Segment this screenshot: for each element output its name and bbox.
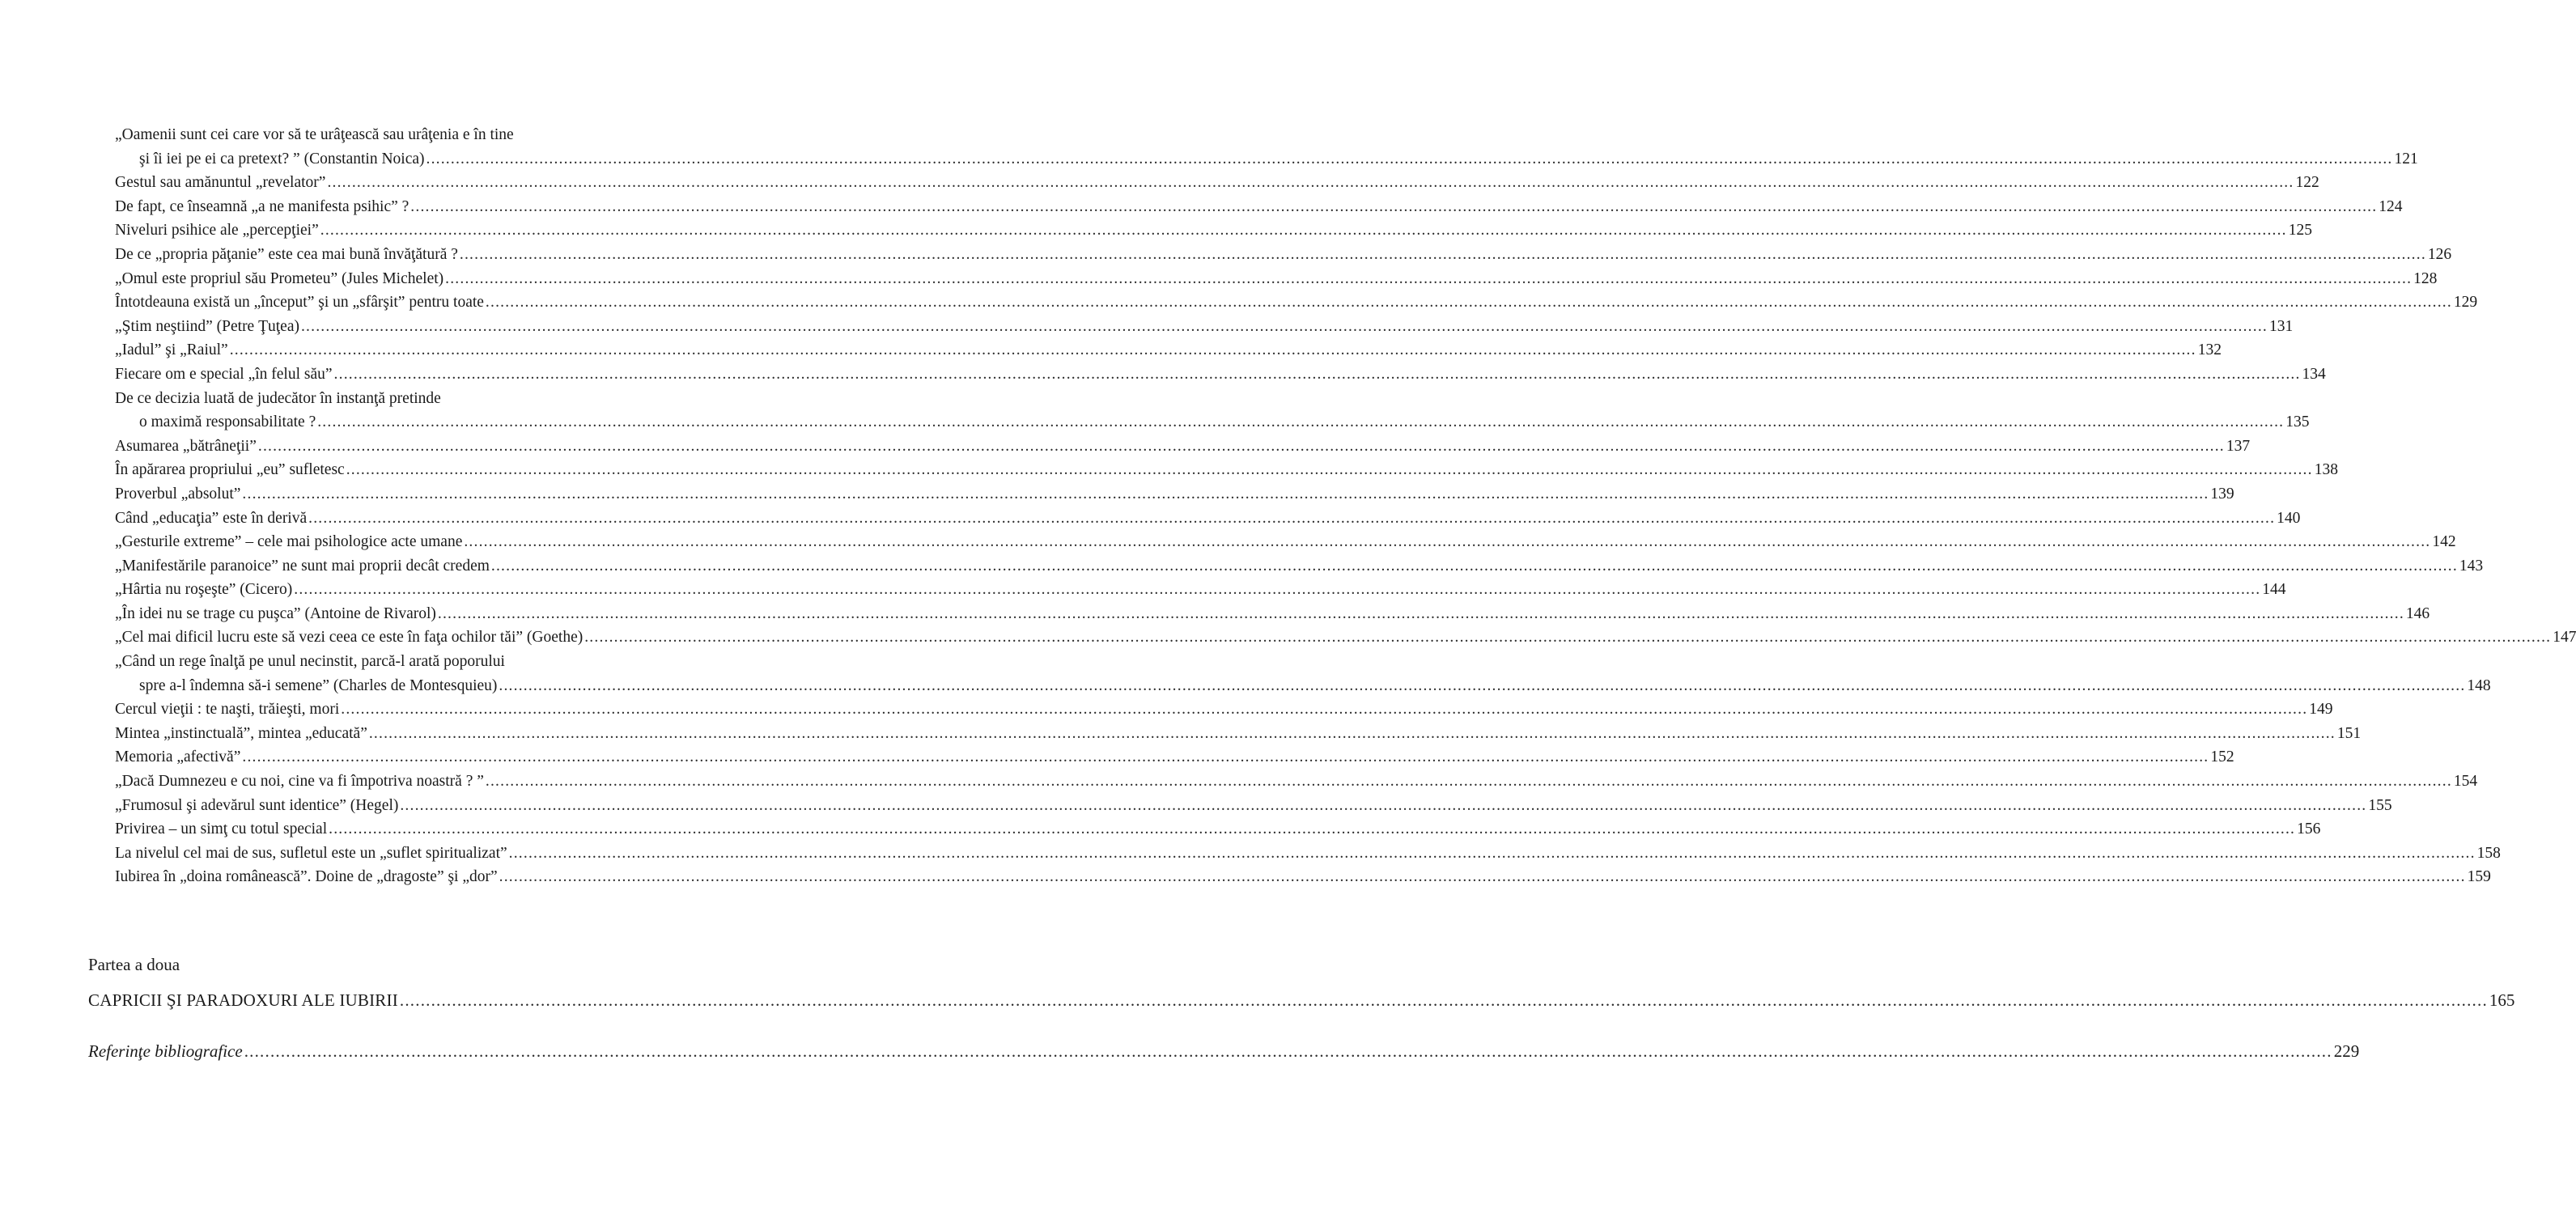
dot-leader: ................................................................................................................................................................................................................................................................................................................................................................................................................ [464,533,2431,551]
toc-entry-title: „Iadul” şi „Raiul” [115,341,228,359]
dot-leader: ................................................................................................................................................................................................................................................................................................................................................................................................................ [437,604,2404,622]
dot-leader: ................................................................................................................................................................................................................................................................................................................................................................................................................ [584,629,2552,647]
toc-entry-page: 147 [2553,629,2576,647]
toc-entry[interactable] [115,243,2452,267]
references-title: Referinţe bibliografice [88,1041,243,1061]
toc-entry-title: La nivelul cel mai de sus, sufletul este un „suflet spiritualizat” [115,844,507,862]
toc-entry[interactable] [115,435,2251,459]
toc-entry-title: Proverbul „absolut” [115,485,241,502]
dot-leader: ................................................................................................................................................................................................................................................................................................................................................................................................................ [294,581,2261,599]
dot-leader: ................................................................................................................................................................................................................................................................................................................................................................................................................ [485,773,2452,791]
toc-entry[interactable] [115,842,2501,866]
toc-entry-page: 148 [2467,676,2491,694]
toc-entry-title: spre a-l îndemna să-i semene” (Charles de Montesquieu) [139,676,498,694]
toc-entry-page: 155 [2368,796,2392,814]
toc-entry-title: „Hârtia nu roşeşte” (Cicero) [115,581,293,599]
toc-entry-page: 143 [2459,557,2484,575]
toc-entry[interactable] [115,770,2478,794]
toc-entry-page: 139 [2210,485,2234,502]
toc-entry-title: „Ştim neştiind” (Petre Ţuţea) [115,317,299,335]
dot-leader: ................................................................................................................................................................................................................................................................................................................................................................................................................ [242,748,2209,766]
dot-leader: ................................................................................................................................................................................................................................................................................................................................................................................................................ [426,150,2393,167]
toc-entry-page: 142 [2432,533,2456,551]
dot-leader: ................................................................................................................................................................................................................................................................................................................................................................................................................ [485,294,2452,312]
toc-entry[interactable] [115,507,2301,531]
dot-leader: ................................................................................................................................................................................................................................................................................................................................................................................................................ [490,557,2458,575]
toc-entry-page: 151 [2336,724,2362,742]
toc-entry-title: „Gesturile extreme” – cele mai psihologice acte umane [115,533,463,551]
part-two-page: 165 [2489,990,2515,1010]
toc-entry-page: 134 [2302,365,2326,383]
toc-entry-title: şi îi iei pe ei ca pretext? ” (Constantin Noica) [139,150,425,167]
dot-leader: ................................................................................................................................................................................................................................................................................................................................................................................................................ [445,269,2413,287]
toc-entry-title: În apărarea propriului „eu” sufletesc [115,461,345,479]
toc-entry[interactable] [115,267,2438,291]
toc-entry[interactable] [115,794,2392,818]
toc-entry[interactable] [115,578,2286,602]
toc-entry[interactable] [115,338,2222,363]
dot-leader: ................................................................................................................................................................................................................................................................................................................................................................................................................ [327,174,2294,192]
toc-entry-title: „Manifestările paranoice” ne sunt mai proprii decât credem [115,557,490,575]
toc-entry-title: Fiecare om e special „în felul său” [115,365,333,383]
part-two-title: CAPRICII ŞI PARADOXURI ALE IUBIRII [88,990,398,1010]
toc-entry[interactable] [115,650,2491,698]
toc-entry-title: „Frumosul şi adevărul sunt identice” (Hegel) [115,796,399,814]
toc-entry-page: 152 [2210,748,2234,766]
toc-entry[interactable] [115,195,2403,219]
toc-entry[interactable] [115,290,2478,315]
toc-entry-page: 131 [2268,317,2294,335]
dot-leader: ................................................................................................................................................................................................................................................................................................................................................................................................................ [459,245,2426,263]
toc-entry-page: 149 [2309,701,2333,719]
toc-entry-title: Asumarea „bătrâneţii” [115,437,257,455]
toc-entry-title: Gestul sau amănuntul „revelator” [115,174,326,192]
toc-entry[interactable] [115,458,2338,482]
toc-entry[interactable] [115,817,2321,842]
dot-leader: ................................................................................................................................................................................................................................................................................................................................................................................................................ [308,509,2276,527]
toc-entry-page: 140 [2277,509,2301,527]
dot-leader: ................................................................................................................................................................................................................................................................................................................................................................................................................ [329,821,2296,838]
toc-entry[interactable] [115,865,2491,889]
dot-leader: ................................................................................................................................................................................................................................................................................................................................................................................................................ [229,341,2196,359]
toc-entry-page: 121 [2394,150,2418,167]
toc-entry-title: Iubirea în „doina românească”. Doine de „dragoste” şi „dor” [115,868,498,886]
dot-leader: ................................................................................................................................................................................................................................................................................................................................................................................................................ [400,796,2367,814]
toc-entry[interactable] [115,722,2362,746]
toc-entry-page: 154 [2453,773,2478,791]
dot-leader: ................................................................................................................................................................................................................................................................................................................................................................................................................ [508,844,2476,862]
toc-entry-title: Cercul vieţii : te naşti, trăieşti, mori [115,701,340,719]
toc-entry[interactable] [115,530,2456,554]
dot-leader: ................................................................................................................................................................................................................................................................................................................................................................................................................ [320,222,2287,240]
toc-entry[interactable] [115,171,2319,195]
toc-entry-page: 125 [2288,222,2312,240]
toc-entry[interactable] [115,698,2333,722]
dot-leader: ................................................................................................................................................................................................................................................................................................................................................................................................................ [341,701,2308,719]
references-page: 229 [2333,1041,2360,1061]
toc-entry[interactable] [115,387,2310,435]
toc-entry-title: De ce „propria păţanie” este cea mai bună învăţătură ? [115,245,458,263]
dot-leader: ................................................................................................................................................................................................................................................................................................................................................................................................................ [242,485,2209,502]
dot-leader: ................................................................................................................................................................................................................................................................................................................................................................................................................ [333,365,2301,383]
toc-entry-title: Când „educaţia” este în derivă [115,509,308,527]
part-two-label: Partea a doua [88,955,180,974]
toc-entry-page: 129 [2453,294,2478,312]
toc-entry-title-line: De ce decizia luată de judecător în instanţă pretinde [115,389,441,407]
toc-entry-page: 158 [2476,844,2501,862]
toc-entry[interactable] [115,625,2576,650]
toc-entry-page: 159 [2467,868,2491,886]
toc-entry[interactable] [115,315,2294,339]
toc-entry-page: 122 [2295,174,2319,192]
table-of-contents [115,123,2576,889]
dot-leader: ................................................................................................................................................................................................................................................................................................................................................................................................................ [410,197,2378,215]
dot-leader: ................................................................................................................................................................................................................................................................................................................................................................................................................ [499,676,2466,694]
toc-entry-title: „Dacă Dumnezeu e cu noi, cine va fi împotriva noastră ? ” [115,773,484,791]
toc-entry-page: 132 [2197,341,2222,359]
toc-entry-title: Privirea – un simţ cu totul special [115,821,328,838]
toc-entry-page: 126 [2427,245,2452,263]
toc-entry[interactable] [115,363,2326,387]
toc-entry[interactable] [115,123,2418,171]
toc-entry-page: 156 [2297,821,2321,838]
dot-leader: ................................................................................................................................................................................................................................................................................................................................................................................................................ [399,990,2488,1010]
toc-entry[interactable] [115,554,2484,579]
toc-entry-page: 144 [2262,581,2286,599]
references-entry[interactable] [88,1039,2360,1063]
toc-entry-title: Niveluri psihice ale „percepţiei” [115,222,319,240]
toc-entry-page: 124 [2379,197,2403,215]
dot-leader: ................................................................................................................................................................................................................................................................................................................................................................................................................ [499,868,2466,886]
toc-entry-title-line: „Când un rege înalţă pe unul necinstit, parcă-l arată poporului [115,653,505,671]
toc-entry[interactable] [115,745,2234,770]
toc-entry-title: De fapt, ce înseamnă „a ne manifesta psihic” ? [115,197,410,215]
dot-leader: ................................................................................................................................................................................................................................................................................................................................................................................................................ [368,724,2336,742]
toc-entry-page: 146 [2405,604,2430,622]
dot-leader: ................................................................................................................................................................................................................................................................................................................................................................................................................ [244,1041,2332,1061]
toc-entry-title: „Omul este propriul său Prometeu” (Jules Michelet) [115,269,444,287]
toc-entry-page: 128 [2413,269,2438,287]
toc-entry-title: Întotdeauna există un „început” şi un „sfârşit” pentru toate [115,294,484,312]
dot-leader: ................................................................................................................................................................................................................................................................................................................................................................................................................ [300,317,2268,335]
toc-entry-title: Memoria „afectivă” [115,748,241,766]
toc-entry[interactable] [115,602,2430,626]
toc-entry-page: 135 [2285,413,2310,431]
part-two-entry[interactable] [88,988,2515,1012]
dot-leader: ................................................................................................................................................................................................................................................................................................................................................................................................................ [257,437,2225,455]
toc-entry-page: 137 [2226,437,2251,455]
toc-entry-title: „În idei nu se trage cu puşca” (Antoine de Rivarol) [115,604,436,622]
toc-entry-title: o maximă responsabilitate ? [139,413,316,431]
toc-entry-title: Mintea „instinctuală”, mintea „educată” [115,724,367,742]
toc-entry-page: 138 [2314,461,2338,479]
dot-leader: ................................................................................................................................................................................................................................................................................................................................................................................................................ [346,461,2313,479]
toc-entry[interactable] [115,482,2234,507]
toc-entry[interactable] [115,218,2312,243]
toc-entry-title: „Cel mai dificil lucru este să vezi ceea ce este în faţa ochilor tăi” (Goethe) [115,629,584,647]
toc-entry-title-line: „Oamenii sunt cei care vor să te urâţească sau urâţenia e în tine [115,126,514,143]
dot-leader: ................................................................................................................................................................................................................................................................................................................................................................................................................ [317,413,2285,431]
